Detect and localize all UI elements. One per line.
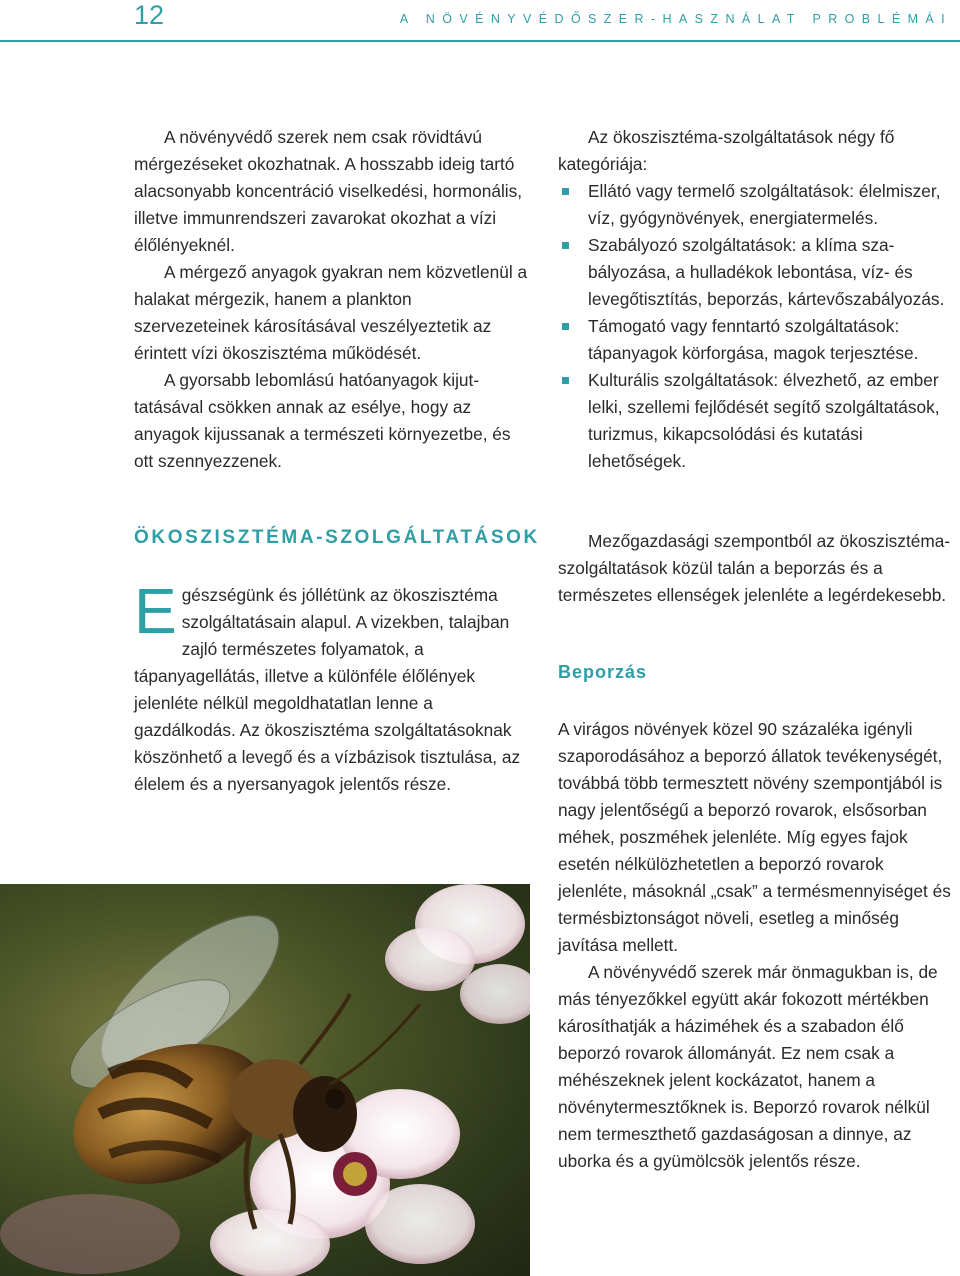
list-item: Támogató vagy fenntartó szolgáltatások: tápanyagok körforgása, magok terjesztése.: [558, 313, 952, 367]
categories-intro: [558, 124, 952, 178]
paragraph: A növényvédő szerek már önmagukban is, de más tényezőkkel együtt akár fokozott mértékben károsíthatják a háziméhek és a szabadon élő beporzó rovarok állományát. Ez nem csak a méhészeknek jelent kockázatot, hanem a növénytermesztőknek is. Beporzó rovarok nélkül nem termeszthető gazdaságosan a dinnye, az uborka és a gyümölcsök jelentős része.: [558, 962, 938, 1171]
list-item: Ellátó vagy termelő szolgáltatások: élelmiszer, víz, gyógynövények, energiatermelés.: [558, 178, 952, 232]
pollination-text: [558, 716, 954, 1175]
agriculture-paragraph: [558, 528, 952, 609]
list-item: Szabályozó szolgáltatások: a klíma szabályozása, a hulladékok lebontása, víz- és levegőtisztítás, beporzás, kártevőszabályozás.: [558, 232, 952, 313]
drop-cap: E: [134, 575, 177, 647]
pollination-heading: Beporzás: [558, 662, 648, 682]
paragraph: A növényvédő szerek nem csak rövidtávú mérgezéseket okozhatnak. A hosszabb ideig tartó alacsonyabb koncentráció viselkedési, hormonális, illetve immunrendszeri zavarokat okozhat a vízi élőlényeknél.: [134, 127, 523, 255]
header-rule: [0, 40, 960, 42]
bee-on-flower-photo: [0, 884, 530, 1276]
running-title: A NÖVÉNYVÉDŐSZER-HASZNÁLAT PROBLÉMÁI: [399, 12, 952, 26]
section-heading: ÖKOSZISZTÉMA-SZOLGÁLTATÁSOK: [134, 527, 540, 548]
paragraph: A mérgező anyagok gyakran nem közvetlenül a halakat mérgezik, hanem a plankton szervezeteinek károsításával veszélyeztetik az érintett vízi ökoszisztéma működését.: [134, 262, 528, 363]
ecosystem-text: gészségünk és jóllétünk az ökoszisztéma szolgáltatásain alapul. A vizekben, talajban zajló természetes folyamatok, a tápanyagellátás, illetve a különféle élőlények jelenléte nélkül megoldhatatlan lenne a gazdálkodás. Az ökoszisztéma szolgáltatásoknak köszönhető a levegő és a vízbázisok tisztulása, az élelem és a nyersanyagok jelentős része.: [134, 585, 521, 794]
bee-illustration: [0, 884, 530, 1276]
categories-list: [558, 178, 952, 475]
paragraph: A gyorsabb lebomlású hatóanyagok kijuttatásával csökken annak az esélye, hogy az anyagok kijussanak a természeti környezetbe, és ott szennyezzenek.: [134, 370, 511, 471]
page-number: 12: [134, 0, 165, 30]
left-intro-text: [134, 124, 530, 475]
list-item: Kulturális szolgáltatások: élvezhető, az ember lelki, szellemi fejlődését segítő szolgáltatások, turizmus, kikapcsolódási és kutatási lehetőségek.: [558, 367, 952, 475]
paragraph: Mezőgazdasági szempontból az ökoszisztéma-szolgáltatások közül talán a beporzás és a természetes ellenségek jelenléte a legérdekesebb.: [558, 531, 951, 605]
ecosystem-paragraph: [134, 575, 530, 798]
paragraph: Az ökoszisztéma-szolgáltatások négy fő kategóriája:: [558, 127, 895, 174]
paragraph: A virágos növények közel 90 százaléka igényli szaporodásához a beporzó állatok tevékenységét, továbbá több termesztett növény szempontjából is nagy jelentőségű a beporzó rovarok, elsősorban méhek, poszméhek jelenléte. Míg egyes fajok esetén nélkülözhetetlen a beporzó rovarok jelenléte, másoknál „csak” a termésmennyiséget és termésbiztonságot növeli, esetleg a minőség javítása mellett.: [558, 719, 951, 955]
